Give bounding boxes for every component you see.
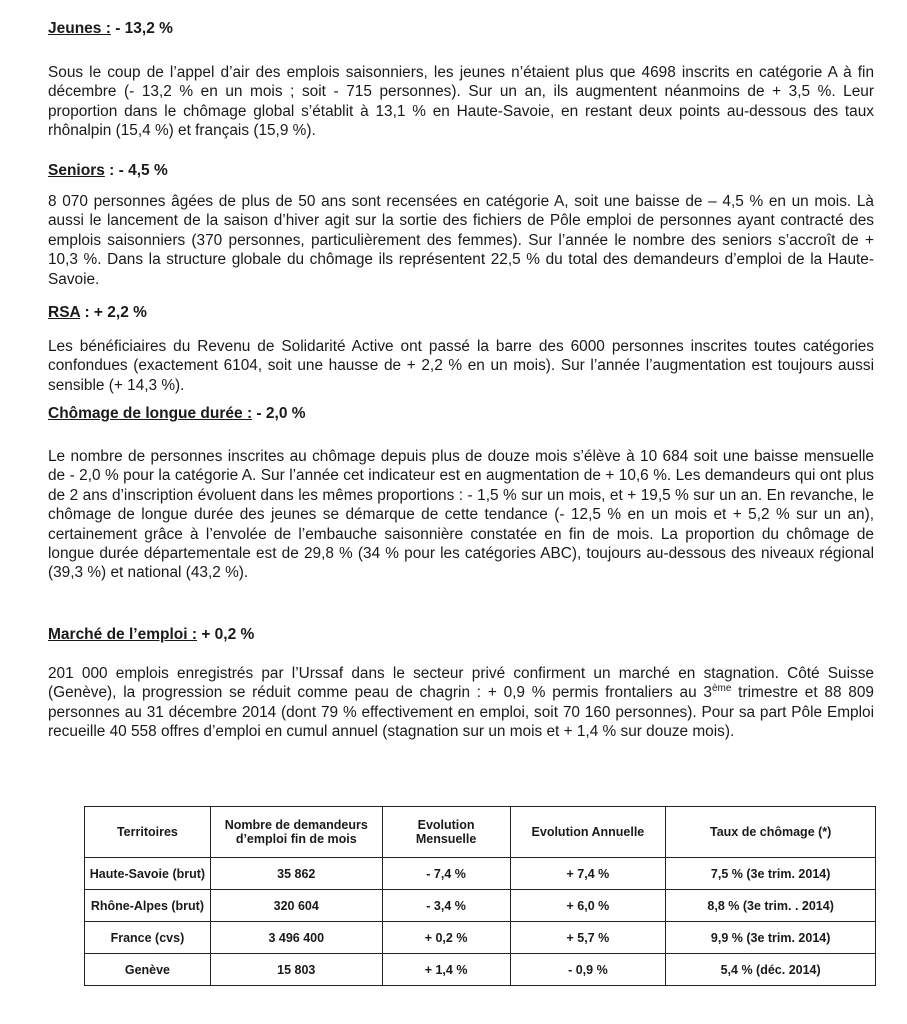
section-heading-marche-emploi <box>48 626 254 644</box>
section-paragraph-marche-emploi <box>48 664 874 742</box>
table-header-row <box>85 807 876 858</box>
section-title: Marché de l’emploi : <box>48 626 198 643</box>
superscript-ordinal: ème <box>711 683 732 695</box>
cell-evolution-annuelle: - 0,9 % <box>510 954 666 986</box>
section-title: Chômage de longue durée : <box>48 405 253 422</box>
table-row <box>85 922 876 954</box>
cell-taux-chomage: 5,4 % (déc. 2014) <box>666 954 876 986</box>
header-evolution-annuelle: Evolution Annuelle <box>510 807 666 858</box>
cell-territoire: France (cvs) <box>85 922 211 954</box>
section-title: Jeunes : <box>48 20 111 37</box>
cell-demandeurs: 3 496 400 <box>210 922 382 954</box>
cell-demandeurs: 15 803 <box>210 954 382 986</box>
cell-demandeurs: 320 604 <box>210 890 382 922</box>
header-territoires: Territoires <box>85 807 211 858</box>
section-heading-jeunes <box>48 20 173 38</box>
section-paragraph-chomage-longue-duree: Le nombre de personnes inscrites au chômage depuis plus de douze mois s’élève à 10 684 soit une baisse mensuelle de - 2,0 % pour la catégorie A. Sur l’année cet indicateur est en augmentation de + 10,6 %. Les demandeurs qui ont plus de 2 ans d’inscription évoluent dans les mêmes proportions : - 1,5 % sur un mois, et + 19,5 % sur un an. En revanche, le chômage de longue durée des jeunes se démarque de cette tendance (- 12,5 % en un mois et + 5,2 % sur un an), certainement grâce à l’envolée de l’embauche saisonnière constatée en fin de mois. La proportion du chômage de longue durée départementale est de 29,8 % (34 % pour les catégories ABC), toujours au-dessous des niveaux régional (39,3 %) et national (43,2 %). <box>48 448 874 582</box>
cell-evolution-mensuelle: + 1,4 % <box>382 954 510 986</box>
cell-territoire: Genève <box>85 954 211 986</box>
section-title: RSA <box>48 304 81 321</box>
table-row <box>85 858 876 890</box>
cell-evolution-mensuelle: - 7,4 % <box>382 858 510 890</box>
section-value: + 0,2 % <box>201 626 255 643</box>
cell-taux-chomage: 8,8 % (3e trim. . 2014) <box>666 890 876 922</box>
unemployment-statistics-table <box>84 806 876 986</box>
section-paragraph-rsa: Les bénéficiaires du Revenu de Solidarité Active ont passé la barre des 6000 personnes inscrites toutes catégories confondues (exactement 6104, soit une hausse de + 2,2 % en un mois). Sur l’année l’augmentation est toujours aussi sensible (+ 14,3 %). <box>48 338 874 394</box>
cell-territoire: Rhône-Alpes (brut) <box>85 890 211 922</box>
cell-taux-chomage: 9,9 % (3e trim. 2014) <box>666 922 876 954</box>
cell-evolution-annuelle: + 6,0 % <box>510 890 666 922</box>
section-value: - 13,2 % <box>115 20 173 37</box>
cell-territoire: Haute-Savoie (brut) <box>85 858 211 890</box>
cell-taux-chomage: 7,5 % (3e trim. 2014) <box>666 858 876 890</box>
section-value: : - 4,5 % <box>109 162 168 179</box>
paragraph-text: 201 000 emplois enregistrés par l’Urssaf dans le secteur privé confirment un marché en stagnation. Côté Suisse (Genève), la progression se réduit comme peau de chagrin : + 0,9 % permis frontaliers au 3 <box>48 665 874 702</box>
table-row <box>85 890 876 922</box>
section-value: : + 2,2 % <box>84 304 147 321</box>
header-nombre-demandeurs: Nombre de demandeurs d’emploi fin de mois <box>210 807 382 858</box>
header-taux-chomage: Taux de chômage (*) <box>666 807 876 858</box>
header-evolution-mensuelle: Evolution Mensuelle <box>382 807 510 858</box>
section-paragraph-seniors: 8 070 personnes âgées de plus de 50 ans sont recensées en catégorie A, soit une baisse de – 4,5 % en un mois. Là aussi le lancement de la saison d’hiver agit sur la sortie des fichiers de Pôle emploi de personnes ayant contracté des emplois saisonniers (370 personnes, particulièrement des femmes). Sur l’année le nombre des seniors s’accroît de + 10,3 %. Dans la structure globale du chômage ils représentent 22,5 % du total des demandeurs d’emploi de la Haute-Savoie. <box>48 193 874 288</box>
section-heading-rsa <box>48 304 147 322</box>
cell-evolution-mensuelle: - 3,4 % <box>382 890 510 922</box>
section-value: - 2,0 % <box>256 405 306 422</box>
section-paragraph-jeunes: Sous le coup de l’appel d’air des emplois saisonniers, les jeunes n’étaient plus que 4698 inscrits en catégorie A à fin décembre (- 13,2 % en un mois ; soit - 715 personnes). Sur un an, ils augmentent néanmoins de + 3,5 %. Leur proportion dans le chômage global s’établit à 13,1 % en Haute-Savoie, en restant deux points au-dessous des taux rhônalpin (15,4 %) et français (15,9 %). <box>48 64 874 140</box>
cell-evolution-annuelle: + 7,4 % <box>510 858 666 890</box>
section-heading-chomage-longue-duree <box>48 405 306 423</box>
cell-evolution-annuelle: + 5,7 % <box>510 922 666 954</box>
section-heading-seniors <box>48 162 168 180</box>
cell-demandeurs: 35 862 <box>210 858 382 890</box>
table-row <box>85 954 876 986</box>
cell-evolution-mensuelle: + 0,2 % <box>382 922 510 954</box>
section-title: Seniors <box>48 162 105 179</box>
paragraph-text: trimestre et 88 809 personnes au 31 décembre 2014 (dont 79 % effectivement en emploi, soit 70 160 personnes). Pour sa part Pôle Emploi recueille 40 558 offres d’emploi en cumul annuel (stagnation sur un mois et + 1,4 % sur douze mois). <box>48 684 874 741</box>
